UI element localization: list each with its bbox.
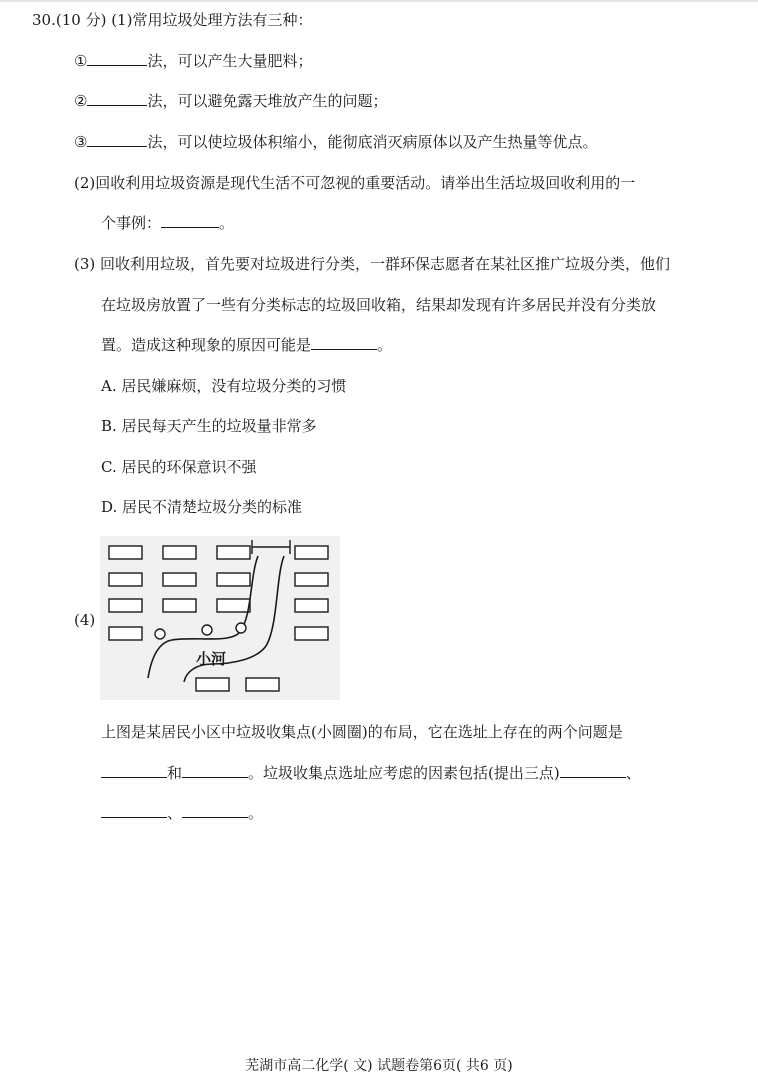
answer-blank[interactable] — [87, 51, 147, 66]
option-a[interactable] — [101, 376, 346, 396]
part4-sep: 、 — [167, 804, 183, 822]
building — [163, 573, 196, 586]
option-letter: C. — [101, 458, 117, 476]
item-text: 法，可以产生大量肥料； — [147, 52, 313, 70]
option-d[interactable] — [101, 497, 302, 517]
item-marker: ② — [74, 92, 88, 110]
answer-blank[interactable] — [101, 803, 167, 818]
option-letter: B. — [101, 417, 117, 435]
building — [196, 678, 229, 691]
building — [217, 599, 250, 612]
river-label: 小河 — [196, 650, 227, 668]
item-text: 法，可以使垃圾体积缩小，能彻底消灭病原体以及产生热量等优点。 — [147, 133, 598, 151]
part1-item-2 — [74, 91, 387, 111]
item-text: 法，可以避免露天堆放产生的问题； — [147, 92, 388, 110]
answer-blank[interactable] — [182, 803, 248, 818]
answer-blank[interactable] — [87, 91, 147, 106]
part2-suffix: 。 — [219, 214, 235, 232]
building — [109, 599, 142, 612]
option-letter: A. — [101, 377, 117, 395]
building — [109, 627, 142, 640]
answer-blank[interactable] — [311, 335, 377, 350]
part4-sep: 、 — [625, 764, 641, 782]
building — [109, 546, 142, 559]
map-background — [100, 536, 340, 700]
option-c[interactable] — [101, 457, 257, 477]
part3-line2: 在垃圾房放置了一些有分类标志的垃圾回收箱，结果却发现有许多居民并没有分类放 — [101, 296, 657, 314]
question-score: (10 分) — [55, 11, 107, 29]
option-b[interactable] — [101, 416, 317, 436]
part2-prefix: 个事例： — [101, 214, 162, 232]
building — [217, 573, 250, 586]
page-footer — [0, 1056, 758, 1076]
building — [163, 546, 196, 559]
part4-line3 — [101, 803, 263, 823]
answer-blank[interactable] — [161, 213, 219, 228]
footer-text: 芜湖市高二化学( 文) 试题卷第6页( 共6 页) — [245, 1058, 513, 1074]
answer-blank[interactable] — [560, 763, 626, 778]
item-marker: ③ — [74, 133, 88, 151]
and-text: 和 — [167, 764, 183, 782]
collection-point-circle — [236, 623, 246, 633]
building — [217, 546, 250, 559]
part4-line2 — [101, 763, 641, 783]
answer-blank[interactable] — [101, 763, 167, 778]
collection-point-circle — [155, 629, 165, 639]
part1-item-3 — [74, 132, 597, 152]
building — [163, 599, 196, 612]
answer-blank[interactable] — [87, 132, 147, 147]
option-text: 居民的环保意识不强 — [121, 458, 257, 476]
building — [109, 573, 142, 586]
option-text: 居民嫌麻烦，没有垃圾分类的习惯 — [121, 377, 347, 395]
part4-label: (4) — [74, 611, 96, 629]
part4-end: 。 — [248, 804, 264, 822]
building — [295, 627, 328, 640]
part3-line1: (3) 回收利用垃圾，首先要对垃圾进行分类，一群环保志愿者在某社区推广垃圾分类，他们 — [74, 255, 671, 273]
part3-line3 — [101, 335, 392, 355]
community-map — [100, 536, 340, 700]
option-text: 居民每天产生的垃圾量非常多 — [121, 417, 317, 435]
question-header — [32, 10, 312, 30]
item-marker: ① — [74, 52, 88, 70]
part3-prefix: 置。造成这种现象的原因可能是 — [101, 336, 312, 354]
part1-intro: (1)常用垃圾处理方法有三种： — [111, 11, 313, 29]
collection-point-circle — [202, 625, 212, 635]
building — [295, 599, 328, 612]
option-text: 居民不清楚垃圾分类的标准 — [122, 498, 303, 516]
building — [246, 678, 279, 691]
question-number: 30. — [32, 11, 56, 29]
part2-line2 — [101, 213, 234, 233]
part4-line1: 上图是某居民小区中垃圾收集点(小圆圈)的布局，它在选址上存在的两个问题是 — [101, 723, 623, 741]
part1-item-1 — [74, 51, 312, 71]
part3-suffix: 。 — [377, 336, 393, 354]
building — [295, 546, 328, 559]
page-top-border — [0, 0, 758, 2]
part2-line1: (2)回收利用垃圾资源是现代生活不可忽视的重要活动。请举出生活垃圾回收利用的一 — [74, 174, 636, 192]
part4-mid: 。垃圾收集点选址应考虑的因素包括(提出三点) — [248, 764, 560, 782]
building — [295, 573, 328, 586]
option-letter: D. — [101, 498, 118, 516]
answer-blank[interactable] — [182, 763, 248, 778]
